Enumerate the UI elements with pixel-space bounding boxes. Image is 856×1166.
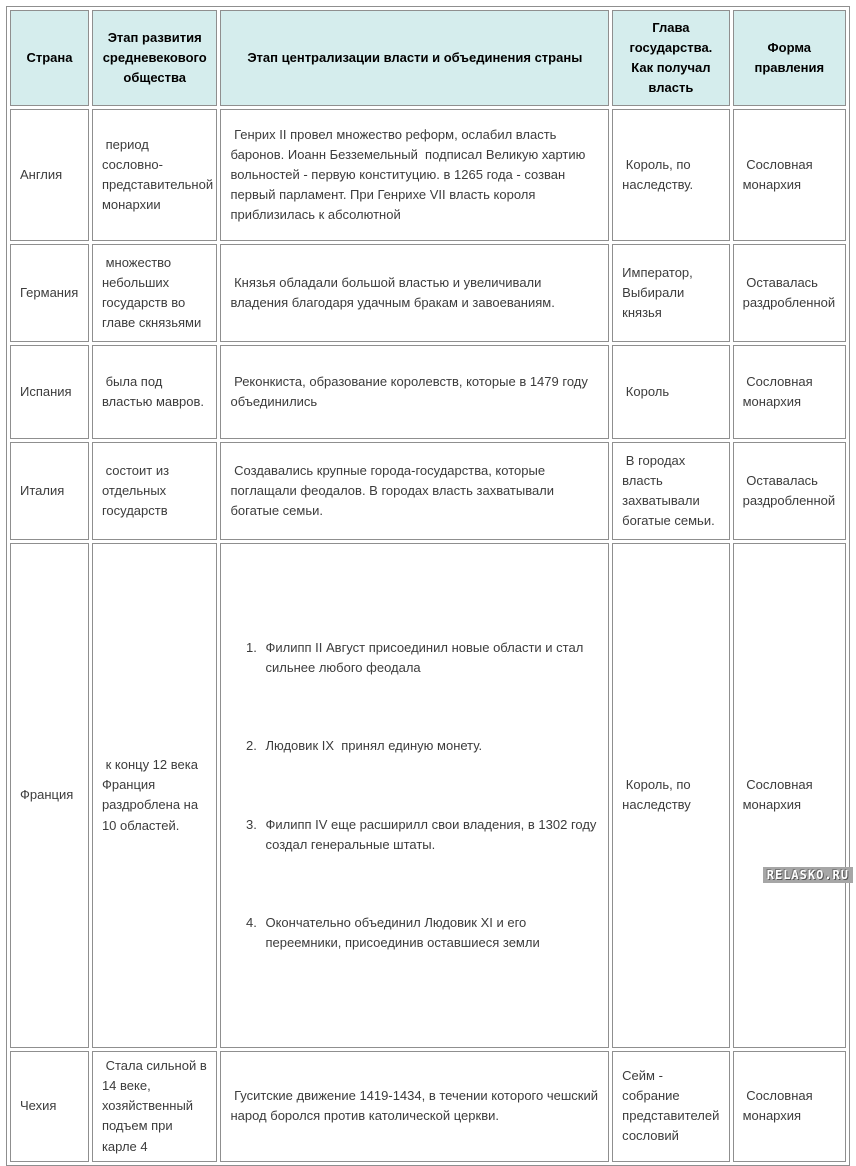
cell-centralization: Создавались крупные города-государства, которые поглащали феодалов. В городах власть захватывали богатые семьи. — [220, 442, 609, 540]
cell-form: Оставалась раздробленной — [733, 442, 846, 540]
cell-form: Оставалась раздробленной — [733, 244, 846, 342]
header-row — [10, 10, 846, 106]
history-table — [6, 6, 850, 1166]
table-row-spain — [10, 345, 846, 439]
cell-society: была под властью мавров. — [92, 345, 218, 439]
cell-ruler: Король, по наследству — [612, 543, 729, 1048]
cell-ruler: Король, по наследству. — [612, 109, 729, 241]
cell-form: Сословная монархия — [733, 543, 846, 1048]
cell-society: к концу 12 века Франция раздроблена на 10 областей. — [92, 543, 218, 1048]
cell-society: состоит из отдельных государств — [92, 442, 218, 540]
cell-country: Германия — [10, 244, 89, 342]
cell-centralization: Реконкиста, образование королевств, которые в 1479 году объединились — [220, 345, 609, 439]
list-item: 4. Окончательно объединил Людовик XI и его переемники, присоединив оставшиеся земли — [260, 913, 599, 953]
cell-ruler: Король — [612, 345, 729, 439]
cell-country: Франция — [10, 543, 89, 1048]
cell-ruler: Сейм - собрание представителей сословий — [612, 1051, 729, 1162]
table-row-france — [10, 543, 846, 1048]
list-item: 3. Филипп IV еще расширилл свои владения, в 1302 году создал генеральные штаты. — [260, 815, 599, 855]
cell-country: Италия — [10, 442, 89, 540]
cell-country: Англия — [10, 109, 89, 241]
cell-form: Сословная монархия — [733, 1051, 846, 1162]
site-watermark: RELASKO.RU — [763, 867, 853, 883]
table-row-italy — [10, 442, 846, 540]
header-head-of-state: Глава государства. Как получал власть — [612, 10, 729, 106]
cell-centralization: Генрих II провел множество реформ, ослабил власть баронов. Иоанн Безземельный подписал Великую хартию вольностей - первую конституцию. в 1265 года - созван первый парламент. При Генрихе VII власть короля приблизилась к абсолютной — [220, 109, 609, 241]
header-country: Страна — [10, 10, 89, 106]
table-row-england — [10, 109, 846, 241]
list-item: 1. Филипп II Август присоединил новые области и стал сильнее любого феодала — [260, 638, 599, 678]
cell-form: Сословная монархия — [733, 345, 846, 439]
header-centralization-stage: Этап централизации власти и объединения страны — [220, 10, 609, 106]
cell-ruler: Император, Выбирали князья — [612, 244, 729, 342]
table-row-czech — [10, 1051, 846, 1162]
cell-form: Сословная монархия — [733, 109, 846, 241]
list-item: 2. Людовик IX принял единую монету. — [260, 736, 599, 756]
cell-society: Стала сильной в 14 веке, хозяйственный подъем при карле 4 — [92, 1051, 218, 1162]
table-row-germany — [10, 244, 846, 342]
cell-centralization: Князья обладали большой властью и увеличивали владения благодаря удачным бракам и завоеваниям. — [220, 244, 609, 342]
france-centralization-list — [230, 588, 599, 1002]
header-government-form: Форма правления — [733, 10, 846, 106]
cell-ruler: В городах власть захватывали богатые семьи. — [612, 442, 729, 540]
cell-country: Испания — [10, 345, 89, 439]
cell-society: период сословно-представительной монархии — [92, 109, 218, 241]
cell-society: множество небольших государств во главе скнязьями — [92, 244, 218, 342]
cell-country: Чехия — [10, 1051, 89, 1162]
cell-centralization: Гуситские движение 1419-1434, в течении которого чешский народ боролся против католической церкви. — [220, 1051, 609, 1162]
cell-centralization — [220, 543, 609, 1048]
header-society-stage: Этап развития средневекового общества — [92, 10, 218, 106]
